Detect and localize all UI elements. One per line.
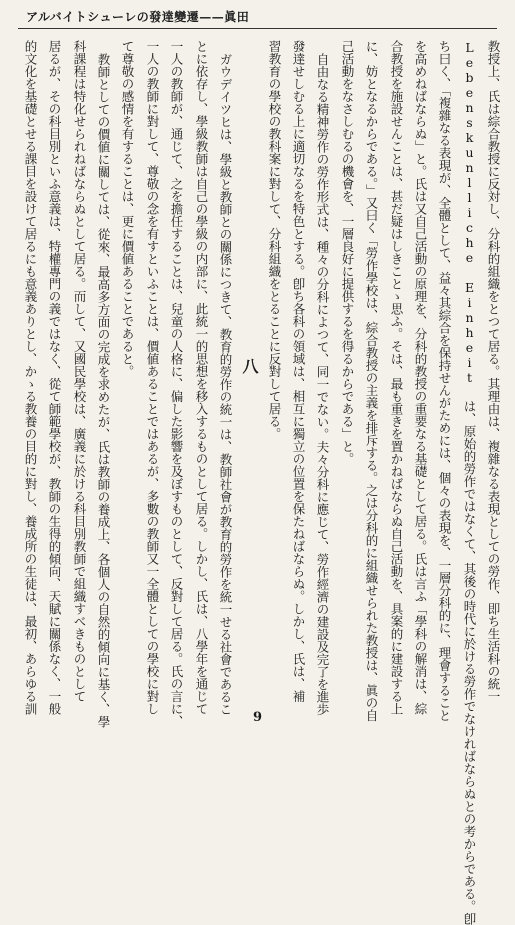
body-line: 合教授を施設せんことは、甚だ疑はしきことゝ思ふ。そは、最も重きを置かねばならぬ自己活動を、具案的に建設する上 [389,40,404,715]
body-line: 教師としての價値に關しては、從來、最高多方面の完成を求めたが、氏は教師の養成上、各個人の自然的傾向に基く、學 [96,53,111,728]
body-text [22,40,502,925]
running-title: アルバイトシューレの發達變遷——眞田 [26,10,250,24]
body-line: 教授上、氏は綜合教授に反対し、分科的組織をとつて居る。其理由は、複雜なる表現としての勞作、即ち生活科の統一 [486,40,501,703]
body-line: に、妨となるからである。」又曰く「勞作學校は、綜合教授の主義を排斥する。之は分科的に組織せられた教授は、眞の自 [364,40,379,722]
body-line: 一人の教師に對して、尊敬の念を有すといふことは、價値あることではあるが、多數の教師又一全體としての學校に對し [145,40,160,715]
body-line: とに依存し、學級教師は自己の學級の内部に、此統一的思想を移入するものとして居る。しかし、氏は、八學年を通じて [194,40,209,715]
header-rule [18,28,497,29]
body-line: 居るが、その科目別といふ意義は、特權專門の義ではなく、從て師範學校が、教師の生得的傾向、天賦に關係なく、一般 [47,40,62,715]
body-line: 科課程は特化せられねばならぬとして居る。而して、又國民學校は、廣義に於ける科目別教師で組織すべきものとして [72,40,87,703]
body-line: 習教育の學校の教科案に對して、分科組織をとることに反對して居る。 [267,40,282,440]
body-line: 的文化を基礎とせる課目を設けて居るにも意義ありとし、かゝる教養の目的に對し、養成所の生徒は、最初、あらゆる訓 [23,40,38,715]
section-heading: 八 [240,358,259,374]
body-line: Lebenskunlliche Einheit は、原始的勞作ではなくて、其後の時代に於ける勞作でなければならぬとの考からである。卽 [462,40,477,925]
body-line: ち曰く、「複雜なる表現が、全體として、益々其綜合を保持せんがためには、個々の表現を、一層分科的に、理會すること [437,40,452,722]
body-line: 發達せしむる上に適切なるを特色とする。卽ち各科の領域は、相互に獨立の位置を保たねばならぬ。しかし、氏は、補 [291,40,306,703]
page-number: 9 [252,710,263,725]
body-line: て尊敬の感情を有することは、更に價値あることであると。 [120,40,135,378]
body-line: 己活動をなさしむるの機會を、一層良好に提供するを得るからである」と。 [340,40,355,465]
body-line: を高めねばならぬ」と。氏は又自己活動の原理を、分科的教授の重要なる基礎として居る。氏は言ふ「學科の解消は、綜 [413,40,428,715]
body-line: 一人の教師が、通じて、之を擔任することは、兒童の人格に、偏した影響を及ぼすものとして、反對して居る。氏の言に、 [169,40,184,728]
body-line: ガウデイツヒは、學級と教師との關係につきて、教育的勞作の統一は、教師社會が教育的勞作を統一せる社會であるこ [218,53,233,716]
running-header [0,4,515,26]
body-line: 自由なる精神勞作の勞作形式は、種々の分科によつて、同一でない。夫々分科に應じて、勞作經濟の建設及完了を進歩 [315,53,330,716]
